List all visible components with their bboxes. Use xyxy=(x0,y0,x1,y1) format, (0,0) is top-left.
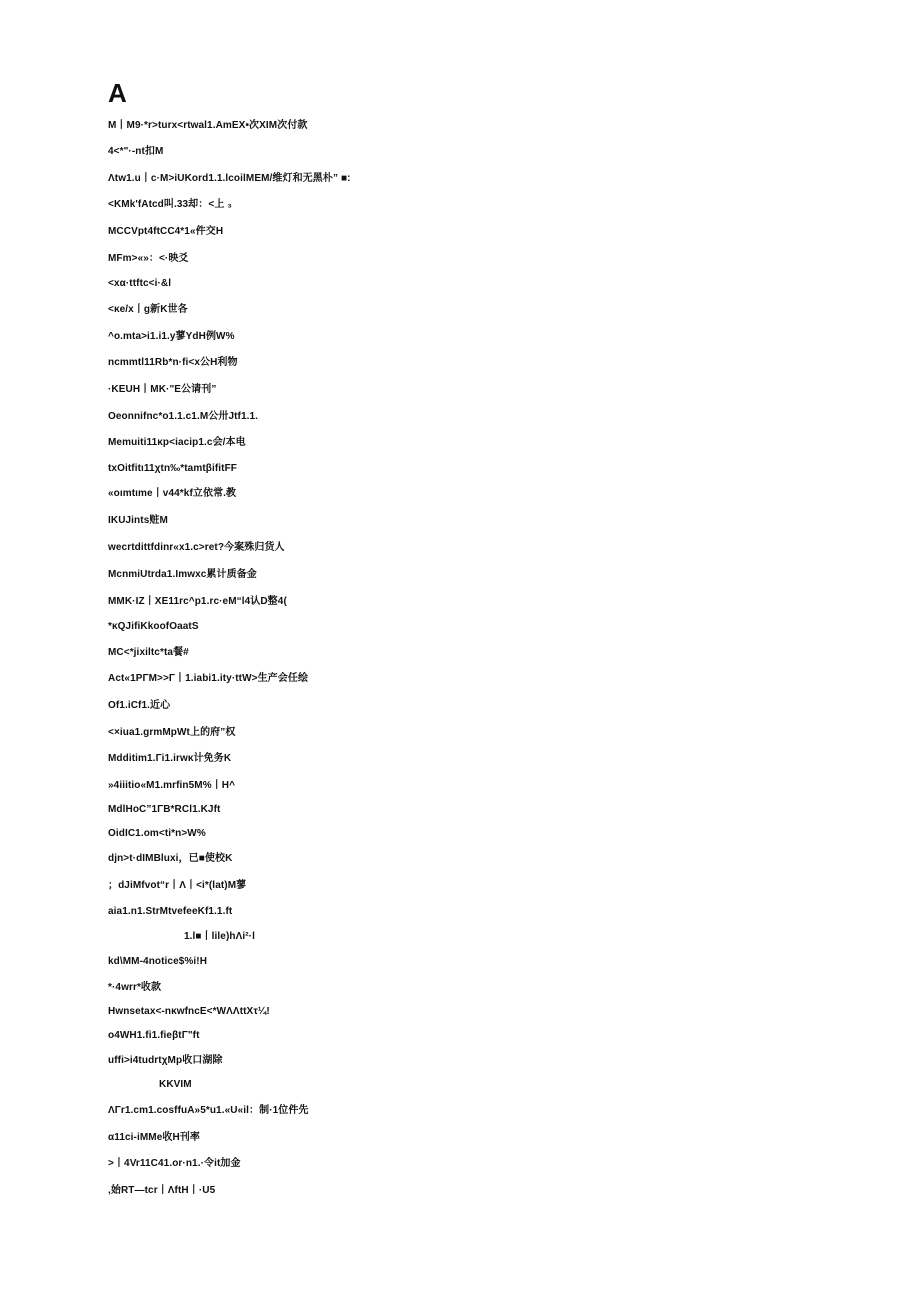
text-line: Hwnsetax<-nκwfncE<*WΛΛttXτ¼! xyxy=(108,1006,270,1017)
text-line: kd\MM-4notice$%i!H xyxy=(108,956,208,967)
text-line: OidIC1.om<ti*n>W% xyxy=(108,828,206,839)
text-line: <κe/x丨g新K世各 xyxy=(108,304,188,315)
text-line: wecrtdittfdinr«x1.c>ret?今案殊归货人 xyxy=(108,542,285,553)
text-line: txOitfitι11χtn‰*tamtβifitFF xyxy=(108,463,238,474)
text-line: IKUJints赃M xyxy=(108,515,168,526)
text-line: Λtw1.u丨c·M>iUKord1.1.lcoilMEM/维灯和无黑朴” ■: xyxy=(108,173,351,184)
text-line: 4<*"·-nt扣M xyxy=(108,146,164,157)
text-line: 1.l■丨lile)hΛi²·l xyxy=(184,931,255,942)
text-line: Memuiti11κp<iacip1.c会/本电 xyxy=(108,437,246,448)
text-line: Mdditim1.Γi1.irwκ计免务K xyxy=(108,753,232,764)
text-line: «oımtιme丨v44*kf立依常.教 xyxy=(108,488,237,499)
text-line: Of1.iCf1.近心 xyxy=(108,700,171,711)
text-line: ；dJiMfvot“r丨Λ丨<i*(lat)M蓼 xyxy=(108,880,247,891)
text-line: ΛΓr1.cm1.cosffuA»5*u1.«U«il：制·1位件先 xyxy=(108,1105,309,1116)
page-heading: A xyxy=(108,78,127,108)
text-line: o4WH1.fi1.fieβtΓ"ft xyxy=(108,1030,200,1041)
text-line: M丨M9·*r>turx<rtwal1.AmEX•次XIM次付款 xyxy=(108,120,308,131)
text-line: *·4wrr*收款 xyxy=(108,982,162,993)
text-line: <KMk'fAtcd叫.33却：<上 ₃ xyxy=(108,199,233,210)
text-line: <×iua1.grmMpWt上的府”权 xyxy=(108,727,236,738)
text-line: Act«1PΓM>>Γ丨1.iabi1.ity·ttW>生产会任绘 xyxy=(108,673,309,684)
text-line: MC<*jixiltc*ta餐# xyxy=(108,647,189,658)
text-line: »4iiitio«M1.mrfin5M%丨H^ xyxy=(108,780,236,791)
text-line: MMK·IZ丨XE11rc^p1.rc·eM“l4认D整4( xyxy=(108,596,287,607)
text-line: ncmmtl11Rb*n·fi<x公H利物 xyxy=(108,357,238,368)
text-line: MdlHoC”1ΓB*RCl1.KJft xyxy=(108,804,221,815)
text-line: MFm>«»：<·映爻 xyxy=(108,253,189,264)
text-line: McnmiUtrda1.Imwxc累计质备金 xyxy=(108,569,257,580)
text-line: ^o.mta>i1.i1.y蓼YdH例W% xyxy=(108,331,235,342)
text-line: ·KEUH丨MK·"E公请刊” xyxy=(108,384,217,395)
text-line: djn>t·dIMBluxi，已■使校K xyxy=(108,853,233,864)
text-line: <xα·ttftc<i·&l xyxy=(108,278,172,289)
text-line: KKVIM xyxy=(159,1079,192,1090)
text-line: α11ci-iMMe收H刊率 xyxy=(108,1132,201,1143)
text-line: ,始RT—tcr丨ΛftH丨·U5 xyxy=(108,1185,216,1196)
text-line: *κQJifiKkoofOaatS xyxy=(108,621,199,632)
text-line: uffi>i4tudrtχMp收口湖除 xyxy=(108,1055,223,1066)
text-line: Oeonnifnc*o1.1.c1.M公卅Jtf1.1. xyxy=(108,411,259,422)
text-line: MCCVpt4ftCC4*1«件交H xyxy=(108,226,224,237)
text-line: aia1.n1.StrMtvefeeKf1.1.ft xyxy=(108,906,233,917)
text-line: >丨4Vr11C41.or·n1.·令it加金 xyxy=(108,1158,241,1169)
